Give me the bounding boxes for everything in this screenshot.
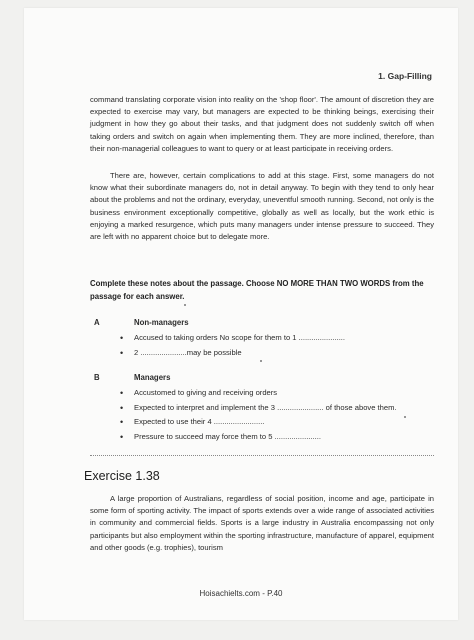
scan-speck xyxy=(184,304,186,306)
note-item: • Expected to interpret and implement the 3 ...................... of those above them. xyxy=(120,401,397,416)
scan-speck xyxy=(260,360,262,362)
note-item: • Accustomed to giving and receiving orders xyxy=(120,386,397,401)
exercise-paragraph: A large proportion of Australians, regardless of social position, income and age, participate in some form of sporting activity. The impact of sports extends over a wide range of associated activities in community and commercial fields. Sports is a large industry in Australia encompassing not only participants but also employment within the sporting infrastructure, manufacture of apparel, equipment and other goods (e.g. trophies), tourism xyxy=(90,494,434,552)
task-instructions: Complete these notes about the passage. Choose NO MORE THAN TWO WORDS from the passage for each answer. xyxy=(90,279,424,301)
note-item: • Pressure to succeed may force them to 5 ...................... xyxy=(120,430,397,445)
section-a-letter: A xyxy=(94,318,100,327)
passage-paragraph-2: There are, however, certain complications to add at this stage. First, some managers do not know what their subordinate managers do, not in detail anyway. To begin with they tend to only hear about the problems and not the ordinary, everyday, uneventful smooth running. Second, not only is the business environment exceptionally competitive, globally as well as locally, but the work ethic is enjoying a marked resurgence, which puts many managers under intense pressure to succeed. They are left with no apparent choice but to delegate more. xyxy=(90,171,434,242)
section-a-notes xyxy=(120,331,345,360)
section-header: 1. Gap-Filling xyxy=(378,71,432,81)
scan-speck xyxy=(404,416,406,418)
page-footer: Hoisachielts.com - P.40 xyxy=(199,589,283,598)
note-item: • Accused to taking orders No scope for them to 1 ...................... xyxy=(120,331,345,346)
section-a-title: Non-managers xyxy=(134,318,189,327)
section-b-title: Managers xyxy=(134,373,171,382)
section-b-notes xyxy=(120,386,397,444)
document-page xyxy=(24,8,458,620)
section-divider xyxy=(90,455,434,456)
passage-paragraph-1: command translating corporate vision into reality on the 'shop floor'. The amount of discretion they are expected to exercise may vary, but managers are expected to be thinking beings, exercising their judgment in how they go about their tasks, and that judgment does not suddenly switch off when taking orders and switch on again when implementing them. They are more inclined, therefore, than their non-managerial colleagues to want to query or at least participate in receiving orders. xyxy=(90,95,434,153)
exercise-title: Exercise 1.38 xyxy=(84,469,160,483)
section-b-letter: B xyxy=(94,373,100,382)
note-item: • Expected to use their 4 ........................ xyxy=(120,415,397,430)
note-item: • 2 ......................may be possible xyxy=(120,346,345,361)
